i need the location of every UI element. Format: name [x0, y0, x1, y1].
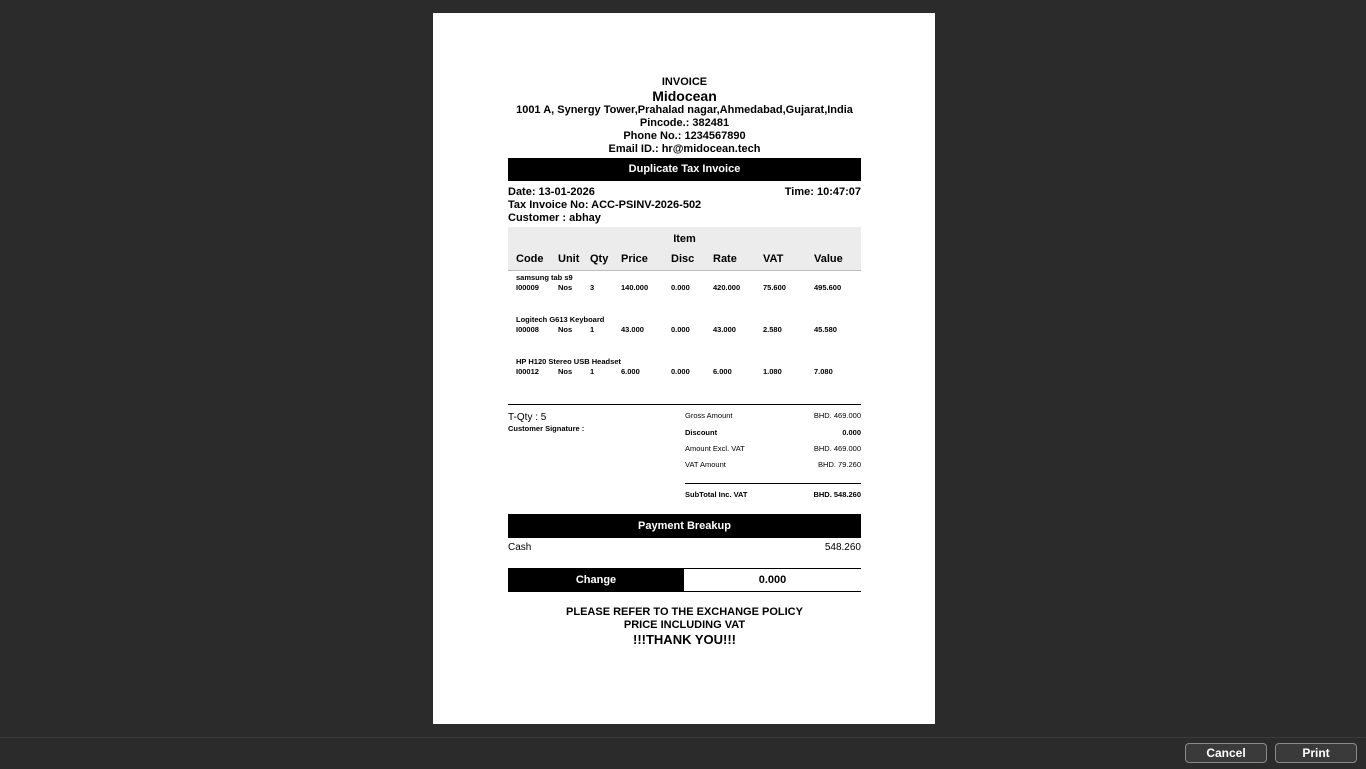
discount-label: Discount	[685, 428, 718, 437]
total-qty: T-Qty : 5	[508, 412, 547, 423]
item-value: 45.580	[814, 325, 837, 334]
company-phone: Phone No.: 1234567890	[623, 130, 746, 142]
divider	[508, 404, 861, 405]
payment-breakup-bar: Payment Breakup	[508, 514, 861, 538]
items-table-header	[508, 227, 861, 271]
price-vat-note: PRICE INCLUDING VAT	[623, 619, 746, 631]
item-name: Logitech G613 Keyboard	[516, 315, 605, 324]
subtotal-row	[685, 490, 861, 499]
subtotal-divider	[685, 483, 861, 484]
item-rate: 43.000	[713, 325, 736, 334]
vat-amount-value: BHD. 79.260	[818, 460, 861, 469]
col-vat: VAT	[763, 253, 784, 265]
item-value: 495.600	[814, 283, 842, 292]
dialog-footer	[0, 737, 1366, 769]
item-qty: 1	[590, 325, 595, 334]
item-price: 6.000	[621, 367, 640, 376]
gross-amount-label: Gross Amount	[685, 411, 733, 420]
item-unit: Nos	[558, 283, 573, 292]
col-disc: Disc	[671, 253, 695, 265]
payment-method: Cash	[508, 542, 532, 553]
gross-amount-value: BHD. 469.000	[813, 411, 861, 420]
payment-amount: 548.260	[824, 542, 861, 553]
date-time-row	[508, 186, 861, 198]
item-code: I00012	[516, 367, 539, 376]
customer-name: Customer : abhay	[508, 212, 601, 224]
customer-signature-label: Customer Signature :	[508, 424, 585, 433]
discount-row	[685, 428, 861, 437]
print-button[interactable]: Print	[1275, 743, 1357, 763]
vat-amount-label: VAT Amount	[685, 460, 726, 469]
thank-you-note: !!!THANK YOU!!!	[632, 632, 737, 647]
invoice-label: INVOICE	[661, 76, 708, 88]
amount-excl-vat-row	[685, 444, 861, 453]
print-preview-page	[433, 13, 935, 724]
doc-title-bar: Duplicate Tax Invoice	[508, 158, 861, 181]
subtotal-label: SubTotal Inc. VAT	[685, 490, 748, 499]
col-unit: Unit	[558, 253, 580, 265]
col-code: Code	[516, 253, 544, 265]
item-qty: 1	[590, 367, 595, 376]
col-rate: Rate	[713, 253, 737, 265]
company-address: 1001 A, Synergy Tower,Prahalad nagar,Ahmedabad,Gujarat,India	[516, 104, 853, 116]
item-name: samsung tab s9	[516, 273, 573, 282]
exchange-policy-note: PLEASE REFER TO THE EXCHANGE POLICY	[566, 606, 803, 618]
invoice-date: Date: 13-01-2026	[508, 186, 595, 198]
item-qty: 3	[590, 283, 595, 292]
item-rate: 6.000	[713, 367, 732, 376]
item-group-header: Item	[673, 233, 696, 245]
item-vat: 1.080	[763, 367, 782, 376]
col-value: Value	[814, 253, 843, 265]
invoice-number: Tax Invoice No: ACC-PSINV-2026-502	[508, 199, 702, 211]
company-name: Midocean	[652, 88, 717, 104]
cancel-button[interactable]: Cancel	[1185, 743, 1267, 763]
item-price: 140.000	[621, 283, 649, 292]
subtotal-value: BHD. 548.260	[813, 490, 861, 499]
invoice-time: Time: 10:47:07	[784, 186, 861, 198]
gross-amount-row	[685, 411, 861, 420]
item-unit: Nos	[558, 325, 573, 334]
item-disc: 0.000	[671, 283, 690, 292]
amount-excl-vat-value: BHD. 469.000	[813, 444, 861, 453]
payment-row	[508, 542, 861, 553]
change-label: Change	[508, 568, 684, 592]
vat-amount-row	[685, 460, 861, 469]
item-vat: 75.600	[763, 283, 786, 292]
item-value: 7.080	[814, 367, 833, 376]
company-pincode: Pincode.: 382481	[639, 117, 730, 129]
change-value: 0.000	[684, 568, 861, 592]
item-unit: Nos	[558, 367, 573, 376]
company-email: Email ID.: hr@midocean.tech	[608, 143, 761, 155]
item-price: 43.000	[621, 325, 644, 334]
item-rate: 420.000	[713, 283, 741, 292]
item-disc: 0.000	[671, 367, 690, 376]
col-qty: Qty	[590, 253, 609, 265]
item-name: HP H120 Stereo USB Headset	[516, 357, 621, 366]
item-code: I00009	[516, 283, 539, 292]
item-vat: 2.580	[763, 325, 782, 334]
col-price: Price	[621, 253, 648, 265]
discount-value: 0.000	[842, 428, 861, 437]
item-disc: 0.000	[671, 325, 690, 334]
item-code: I00008	[516, 325, 539, 334]
amount-excl-vat-label: Amount Excl. VAT	[685, 444, 745, 453]
